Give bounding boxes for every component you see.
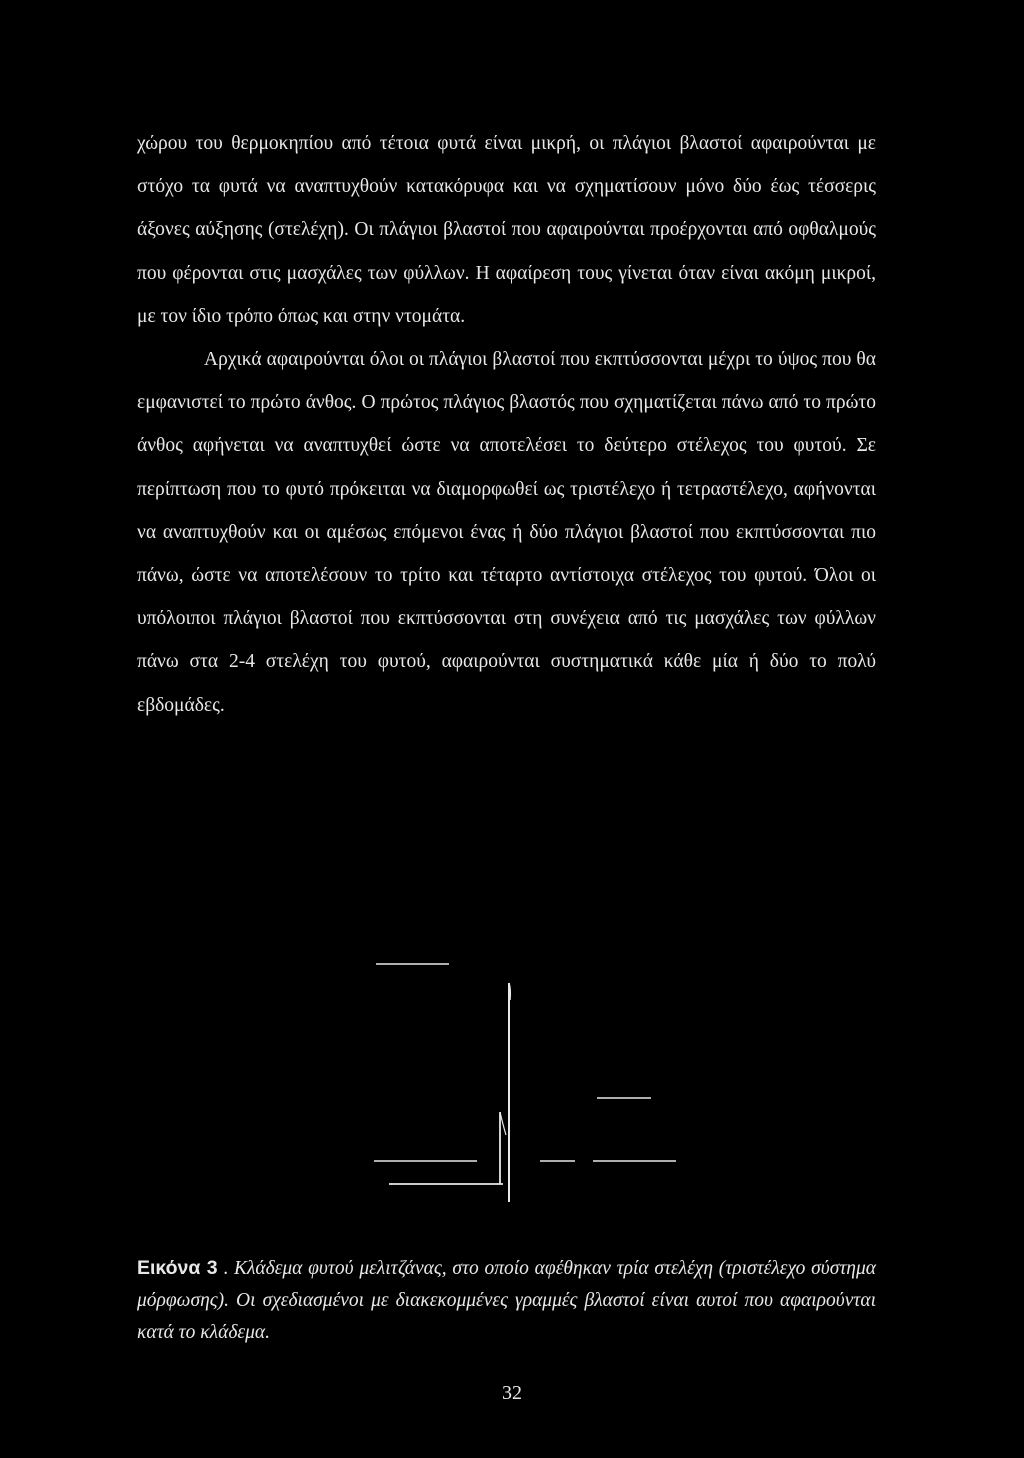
main-stem-tip	[509, 983, 510, 1000]
paragraph-1: χώρου του θερμοκηπίου από τέτοια φυτά είναι μικρή, οι πλάγιοι βλαστοί αφαιρούνται με στόχο τα φυτά να αναπτυχθούν κατακόρυφα και να σχηματίσουν μόνο δύο έως τέσσερις άξονες αύξησης (στελέχη). Οι πλάγιοι βλαστοί που αφαιρούνται προέρχονται από οφθαλμούς που φέρονται στις μασχάλες των φύλλων. Η αφαίρεση τους γίνεται όταν είναι ακόμη μικροί, με τον ίδιο τρόπο όπως και στην ντομάτα.	[137, 133, 876, 327]
figure-caption	[137, 1252, 876, 1349]
body-text	[137, 122, 876, 727]
caption-label: Εικόνα 3	[137, 1257, 218, 1279]
paragraph-2: Αρχικά αφαιρούνται όλοι οι πλάγιοι βλαστοί που εκπτύσσονται μέχρι το ύψος που θα εμφανιστεί το πρώτο άνθος. Ο πρώτος πλάγιος βλαστός που σχηματίζεται πάνω από το πρώτο άνθος αφήνεται να αναπτυχθεί ώστε να αποτελέσει το δεύτερο στέλεχος του φυτού. Σε περίπτωση που το φυτό πρόκειται να διαμορφωθεί ως τριστέλεχο ή τετραστέλεχο, αφήνονται να αναπτυχθούν και οι αμέσως επόμενοι ένας ή δύο πλάγιοι βλαστοί που εκπτύσσονται πιο πάνω, ώστε να αποτελέσουν το τρίτο και τέταρτο αντίστοιχα στέλεχος του φυτού. Όλοι οι υπόλοιποι πλάγιοι βλαστοί που εκπτύσσονται στη συνέχεια από τις μασχάλες των φύλλων πάνω στα 2-4 στελέχη του φυτού, αφαιρούνται συστηματικά κάθε μία ή δύο το πολύ εβδομάδες.	[137, 349, 876, 716]
caption-separator: .	[217, 1258, 234, 1279]
page-number: 32	[502, 1382, 522, 1404]
caption-text: Κλάδεμα φυτού μελιτζάνας, στο οποίο αφέθηκαν τρία στελέχη (τριστέλεχο σύστημα μόρφωσης). Οι σχεδιασμένοι με διακεκομμένες γραμμές βλαστοί είναι αυτοί που αφαιρούνται κατά το κλάδεμα.	[137, 1258, 876, 1343]
second-stem-joint	[500, 1112, 506, 1135]
